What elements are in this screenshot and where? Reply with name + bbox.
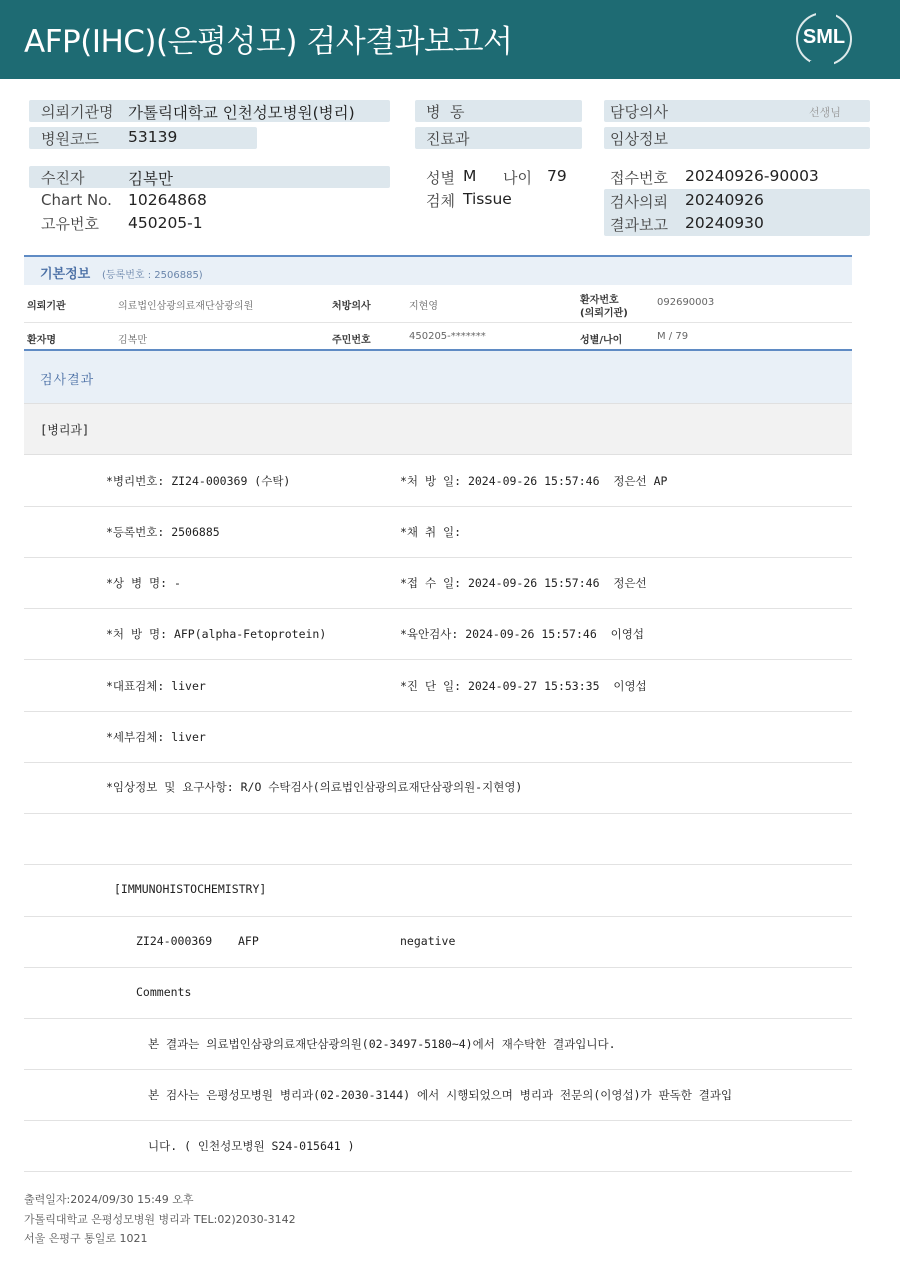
age-label: 나이	[503, 169, 532, 187]
sex-age-value: M / 79	[657, 331, 689, 342]
divider	[24, 1069, 852, 1070]
request-date-label: 검사의뢰	[610, 193, 668, 211]
divider	[24, 762, 852, 763]
result-line-1-left: *병리번호: ZI24-000369 (수탁)	[106, 474, 291, 488]
hospital-code-value: 53139	[128, 128, 178, 146]
result-line-5-right: *진 단 일: 2024-09-27 15:53:35 이영섭	[400, 679, 647, 693]
sex-age-key: 성별/나이	[580, 335, 623, 346]
patient-name-key: 환자명	[27, 335, 56, 346]
specimen-label: 검체	[426, 192, 455, 210]
prescriber-key: 처방의사	[332, 301, 371, 312]
unique-no-label: 고유번호	[41, 215, 99, 233]
result-line-7-left: *임상정보 및 요구사항: R/O 수탁검사(의료법인삼광의료재단삼광의원-지현영)	[106, 780, 523, 794]
receipt-no-value: 20240926-90003	[685, 167, 819, 185]
age-value: 79	[547, 167, 567, 185]
ward-label: 병 동	[426, 103, 465, 121]
report-date-label: 결과보고	[610, 216, 668, 234]
sex-value: M	[463, 167, 477, 185]
prescriber-value: 지현영	[409, 301, 438, 312]
sex-label: 성별	[426, 169, 455, 187]
result-header	[24, 349, 852, 403]
footer-organization: 가톨릭대학교 은평성모병원 병리과 TEL:02)2030-3142	[24, 1213, 296, 1226]
hospital-code-label: 병원코드	[41, 130, 99, 148]
result-line-5-left: *대표검체: liver	[106, 679, 206, 693]
report-title: AFP(IHC)(은평성모) 검사결과보고서	[24, 24, 513, 60]
requesting-org-value: 의료법인삼광의료재단삼광의원	[118, 301, 254, 312]
receipt-no-label: 접수번호	[610, 169, 668, 187]
result-line-3-right: *접 수 일: 2024-09-26 15:57:46 정은선	[400, 576, 647, 590]
specimen-value: Tissue	[463, 190, 512, 208]
patient-no-value: 092690003	[657, 297, 715, 308]
result-line-4-left: *처 방 명: AFP(alpha-Fetoprotein)	[106, 627, 327, 641]
logo-text: SML	[802, 26, 846, 48]
doctor-label: 담당의사	[610, 103, 668, 121]
ihc-row-result: negative	[400, 934, 456, 948]
comment-line-2: 본 검사는 은평성모병원 병리과(02-2030-3144) 에서 시행되었으며 병리과 전문의(이영섭)가 판독한 결과입	[148, 1088, 733, 1102]
comment-line-1: 본 결과는 의료법인삼광의료재단삼광의원(02-3497-5180~4)에서 재수탁한 결과입니다.	[148, 1037, 616, 1051]
report-header	[0, 0, 900, 79]
patient-name-value: 김복만	[118, 335, 147, 346]
divider	[24, 557, 852, 558]
divider	[24, 813, 852, 814]
requesting-org-key: 의뢰기관	[27, 301, 66, 312]
ihc-row-marker: AFP	[238, 934, 259, 948]
doctor-suffix: 선생님	[809, 106, 841, 119]
resident-no-value: 450205-*******	[409, 331, 486, 342]
request-date-value: 20240926	[685, 191, 764, 209]
chart-no-value: 10264868	[128, 191, 207, 209]
divider	[24, 1120, 852, 1121]
result-title: 검사결과	[40, 373, 95, 388]
basic-info-row-2	[24, 323, 852, 350]
department-row	[24, 403, 852, 455]
result-line-2-left: *등록번호: 2506885	[106, 525, 220, 539]
divider	[24, 1171, 852, 1172]
result-line-6-left: *세부검체: liver	[106, 730, 206, 744]
unique-no-value: 450205-1	[128, 214, 203, 232]
ihc-title: [IMMUNOHISTOCHEMISTRY]	[114, 882, 267, 896]
divider	[24, 967, 852, 968]
footer-printed-date: 출력일자:2024/09/30 15:49 오후	[24, 1193, 194, 1206]
result-line-2-right: *채 취 일:	[400, 525, 462, 539]
patient-no-key-sub: (의뢰기관)	[580, 308, 628, 319]
basic-info-row-1	[24, 285, 852, 323]
sml-logo	[796, 12, 852, 66]
patient-value: 김복만	[128, 170, 173, 188]
divider	[24, 864, 852, 865]
basic-info-title: 기본정보	[40, 267, 91, 282]
result-line-1-right: *처 방 일: 2024-09-26 15:57:46 정은선 AP	[400, 474, 668, 488]
ihc-row-id: ZI24-000369	[136, 934, 213, 948]
patient-no-key: 환자번호	[580, 295, 619, 306]
divider	[24, 659, 852, 660]
report-date-value: 20240930	[685, 214, 764, 232]
divider	[24, 608, 852, 609]
divider	[24, 1018, 852, 1019]
divider	[24, 506, 852, 507]
patient-label: 수진자	[41, 169, 85, 187]
department-tag: [병리과]	[40, 423, 90, 437]
footer-address: 서울 은평구 통일로 1021	[24, 1232, 148, 1245]
result-line-3-left: *상 병 명: -	[106, 576, 181, 590]
basic-info-subtitle: (등록번호 : 2506885)	[102, 270, 203, 281]
divider	[24, 916, 852, 917]
basic-info-header	[24, 255, 852, 285]
clinical-info-label: 임상정보	[610, 130, 668, 148]
comment-line-3: 니다. ( 인천성모병원 S24-015641 )	[148, 1139, 355, 1153]
resident-no-key: 주민번호	[332, 335, 371, 346]
divider	[24, 711, 852, 712]
comments-label: Comments	[136, 985, 192, 999]
chart-no-label: Chart No.	[41, 191, 112, 209]
result-line-4-right: *육안검사: 2024-09-26 15:57:46 이영섭	[400, 627, 644, 641]
department-label: 진료과	[426, 130, 470, 148]
institution-value: 가톨릭대학교 인천성모병원(병리)	[128, 104, 355, 122]
institution-label: 의뢰기관명	[41, 103, 114, 121]
